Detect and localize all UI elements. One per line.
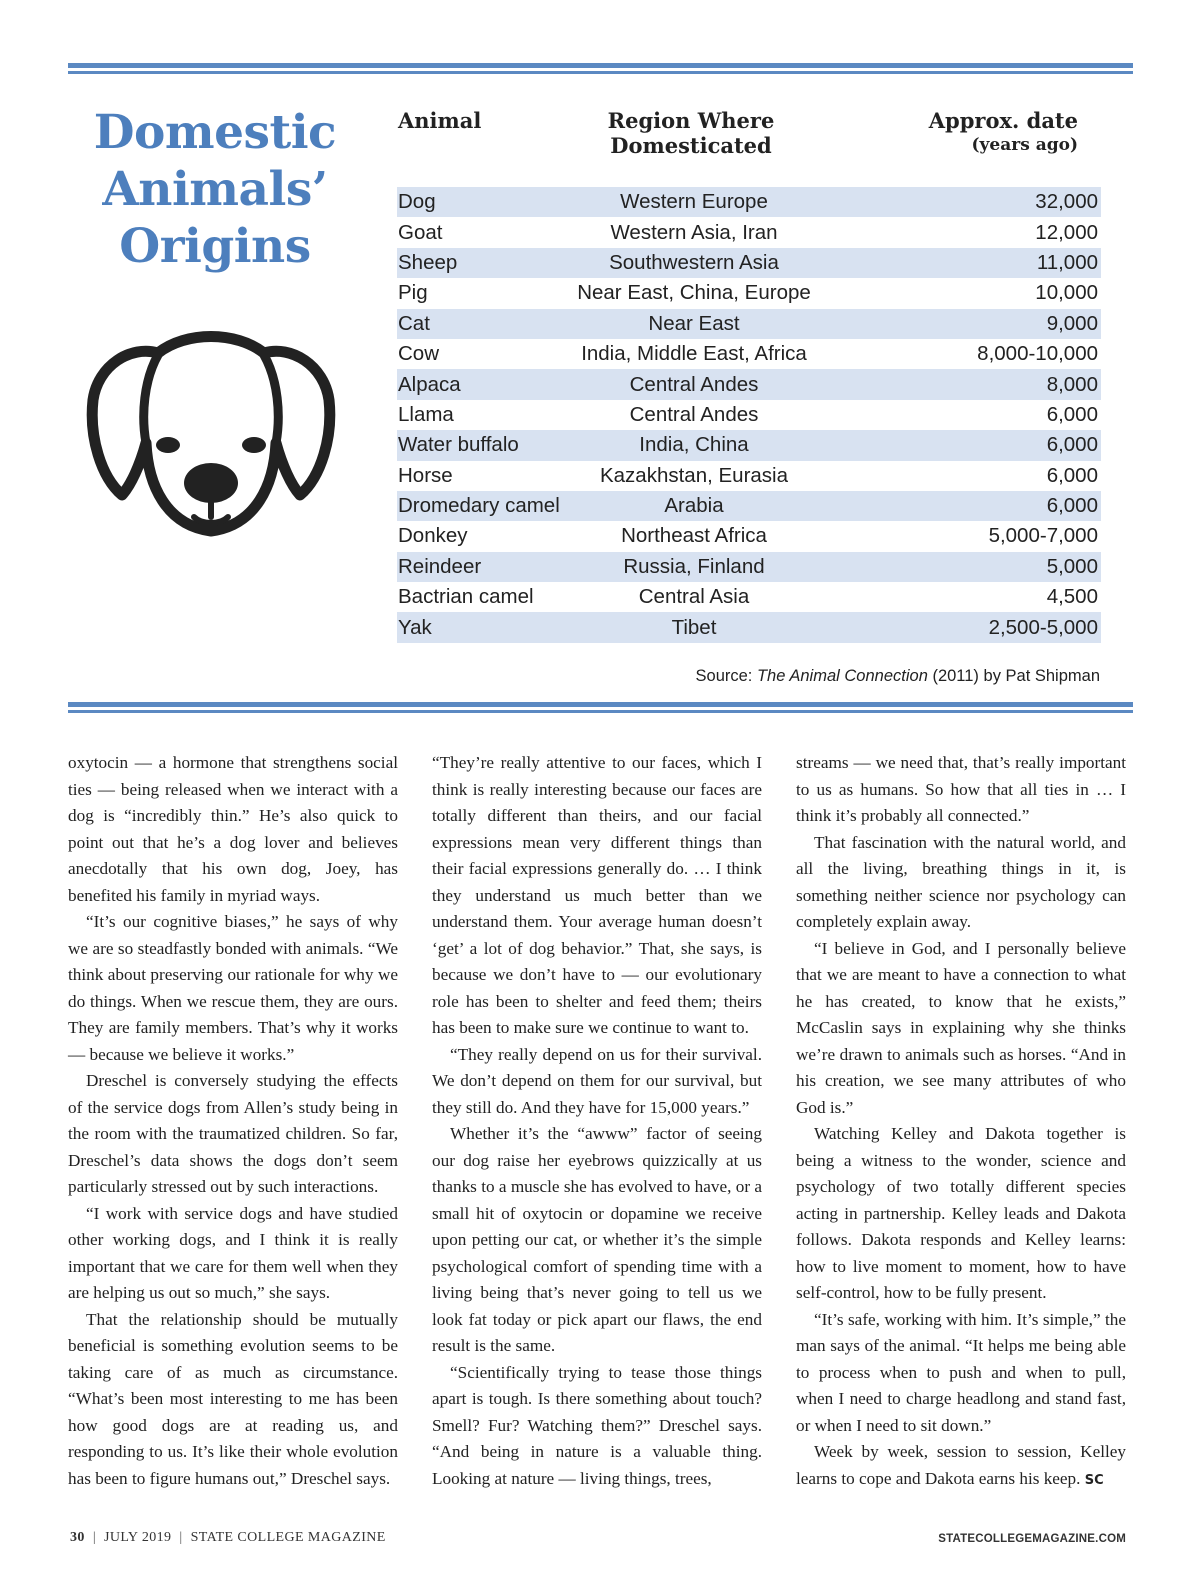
animal-cell: Sheep (398, 250, 458, 274)
table-row (397, 400, 1101, 430)
date-cell: 6,000 (1046, 402, 1098, 426)
table-row (397, 339, 1101, 369)
table-row (397, 369, 1101, 399)
animal-cell: Cow (398, 342, 440, 366)
date-cell: 4,500 (1046, 585, 1098, 609)
date-cell: 6,000 (1046, 494, 1098, 518)
region-cell: India, Middle East, Africa (581, 342, 807, 366)
sidebar-title (70, 104, 360, 275)
column-header-region (580, 108, 802, 158)
animal-cell: Goat (398, 220, 443, 244)
source-suffix: (2011) by Pat Shipman (927, 667, 1100, 685)
date-cell: 12,000 (1035, 220, 1098, 244)
date-cell: 2,500-5,000 (988, 615, 1098, 639)
region-cell: Tibet (671, 615, 717, 639)
region-cell: Northeast Africa (621, 524, 767, 548)
article-paragraph: “It’s safe, working with him. It’s simple,” the man says of the animal. “It helps me being able to process when to push and when to pull, when I need to charge headlong and stand fast, or when I need to sit down.” (796, 1309, 1126, 1435)
date-cell: 8,000 (1046, 372, 1098, 396)
table-source (600, 667, 1100, 686)
region-cell: Russia, Finland (623, 554, 765, 578)
region-cell: Central Andes (629, 402, 759, 426)
region-cell: Central Andes (629, 372, 759, 396)
animal-cell: Llama (398, 402, 454, 426)
animal-cell: Horse (398, 463, 453, 487)
top-divider (68, 63, 1133, 74)
animal-cell: Donkey (398, 524, 468, 548)
animal-cell: Yak (398, 615, 432, 639)
article-paragraph: That the relationship should be mutually beneficial is something evolution seems to be taking care of as much as circumstance. “What’s been most interesting to me has been how good dogs are at reading us, and responding to us. It’s like their whole evolution has been to figure humans out,” Dreschel says. (68, 1309, 398, 1488)
issue-date: JULY 2019 (104, 1530, 172, 1545)
date-cell: 32,000 (1035, 190, 1098, 214)
table-row (397, 248, 1101, 278)
article-column-2 (432, 750, 762, 1492)
article-paragraph: That fascination with the natural world, and all the living, breathing things in it, is something neither science nor psychology can completely explain away. (796, 832, 1126, 931)
article-paragraph: “They’re really attentive to our faces, which I think is really interesting because our faces are totally different than theirs, and our facial expressions mean very different things than their facial expressions generally do. … I think they understand us much better than we understand them. Your average human doesn’t ‘get’ a lot of dog behavior.” That, she says, is because we don’t have to — our evolutionary role has been to shelter and feed them; theirs has been to make sure we continue to want to. (432, 753, 762, 1037)
website-url: STATECOLLEGEMAGAZINE.COM (938, 1533, 1126, 1545)
animal-cell: Bactrian camel (398, 585, 534, 609)
end-of-article-mark: SC (1084, 1472, 1104, 1488)
article-paragraph: streams — we need that, that’s really important to us as humans. So how that all ties in … I think it’s probably all connected.” (796, 753, 1126, 825)
date-cell: 6,000 (1046, 463, 1098, 487)
region-cell: Near East, China, Europe (577, 281, 811, 305)
region-cell: India, China (639, 433, 749, 457)
title-line-1: Domestic (93, 105, 337, 160)
table-row (397, 521, 1101, 551)
date-header-line-1: Approx. date (928, 108, 1078, 133)
table-row (397, 430, 1101, 460)
dog-face-icon (86, 325, 336, 550)
article-paragraph: Dreschel is conversely studying the effects of the service dogs from Allen’s study being in the room with the traumatized children. So far, Dreschel’s data shows the dogs don’t seem particularly stressed out by such interactions. (68, 1071, 398, 1196)
article-paragraph: Whether it’s the “awww” factor of seeing our dog raise her eyebrows quizzically at us thanks to a muscle she has evolved to have, or a small hit of oxytocin or dopamine we receive upon petting our cat, or whether it’s the simple psychological comfort of spending time with a living being that’s never going to tell us we look fat today or pick apart our flaws, the end result is the same. (432, 1124, 762, 1355)
article-paragraph: “It’s our cognitive biases,” he says of why we are so steadfastly bonded with animals. “We think about preserving our rationale for why we do things. When we rescue them, they are ours. They are family members. That’s why it works — because we believe it works.” (68, 912, 398, 1064)
article-paragraph: “I work with service dogs and have studied other working dogs, and I think it is really important that we care for them well when they are helping us out so much,” she says. (68, 1203, 398, 1302)
date-cell: 5,000 (1046, 554, 1098, 578)
article-column-1 (68, 750, 398, 1492)
article-paragraph: “Scientifically trying to tease those things apart is tough. Is there something about touch? Smell? Fur? Watching them?” Dreschel says. “And being in nature is a valuable thing. Looking at nature — living things, trees, (432, 1362, 762, 1488)
table-row (397, 582, 1101, 612)
table-row (397, 278, 1101, 308)
animal-cell: Pig (398, 281, 428, 305)
table-row (397, 309, 1101, 339)
column-header-date (880, 108, 1078, 158)
source-prefix: Source: (695, 667, 757, 685)
animal-cell: Dromedary camel (398, 494, 560, 518)
article-paragraph: “I believe in God, and I personally believe that we are meant to have a connection to what he has created, to know that he exists,” McCaslin says in explaining why she thinks we’re drawn to animals such as horses. “And in his creation, we see many attributes of who God is.” (796, 938, 1126, 1117)
date-header-line-2: (years ago) (971, 135, 1078, 155)
article-paragraph: oxytocin — a hormone that strengthens social ties — being released when we interact with a dog is “incredibly thin.” He’s also quick to point out that he’s a dog lover and believes anecdotally that his own dog, Joey, has benefited his family in myriad ways. (68, 753, 398, 905)
animal-cell: Dog (398, 190, 436, 214)
date-cell: 11,000 (1036, 250, 1098, 274)
date-cell: 9,000 (1046, 311, 1098, 335)
date-cell: 10,000 (1035, 281, 1098, 305)
article-paragraph: Week by week, session to session, Kelley learns to cope and Dakota earns his keep. SC (796, 1442, 1126, 1488)
page-footer-info: 30 | JULY 2019 | STATE COLLEGE MAGAZINE (70, 1530, 386, 1545)
table-row (397, 217, 1101, 247)
table-row (397, 612, 1101, 642)
region-cell: Kazakhstan, Eurasia (599, 463, 789, 487)
region-cell: Central Asia (638, 585, 750, 609)
bottom-divider (68, 702, 1133, 713)
title-line-3: Origins (119, 219, 311, 274)
animal-cell: Water buffalo (398, 433, 519, 457)
region-header-line-2: Domesticated (610, 133, 772, 158)
table-row (397, 461, 1101, 491)
region-header-line-1: Region Where (607, 108, 775, 133)
animal-cell: Reindeer (398, 554, 482, 578)
animal-cell: Cat (398, 311, 430, 335)
domestication-table (397, 187, 1101, 643)
page-number: 30 (70, 1530, 85, 1545)
table-row (397, 491, 1101, 521)
publication-name: STATE COLLEGE MAGAZINE (190, 1530, 386, 1545)
region-cell: Western Europe (620, 190, 768, 214)
region-cell: Southwestern Asia (609, 250, 779, 274)
article-paragraph: “They really depend on us for their survival. We don’t depend on them for our survival, but they still do. And they have for 15,000 years.” (432, 1044, 762, 1117)
article-paragraph: Watching Kelley and Dakota together is being a witness to the wonder, science and psychology of two totally different species acting in partnership. Kelley leads and Dakota follows. Dakota responds and Kelley learns: how to live moment to moment, how to have self-control, how to be fully present. (796, 1124, 1126, 1302)
title-line-2: Animals’ (102, 162, 328, 217)
column-header-animal: Animal (398, 108, 482, 133)
region-cell: Near East (648, 311, 740, 335)
region-cell: Arabia (664, 494, 724, 518)
date-cell: 6,000 (1046, 433, 1098, 457)
article-column-3 (796, 750, 1126, 1494)
region-cell: Western Asia, Iran (610, 220, 778, 244)
animal-cell: Alpaca (398, 372, 461, 396)
table-row (397, 552, 1101, 582)
source-book-title: The Animal Connection (756, 667, 928, 685)
table-row (397, 187, 1101, 217)
date-cell: 8,000-10,000 (977, 342, 1098, 366)
date-cell: 5,000-7,000 (988, 524, 1098, 548)
